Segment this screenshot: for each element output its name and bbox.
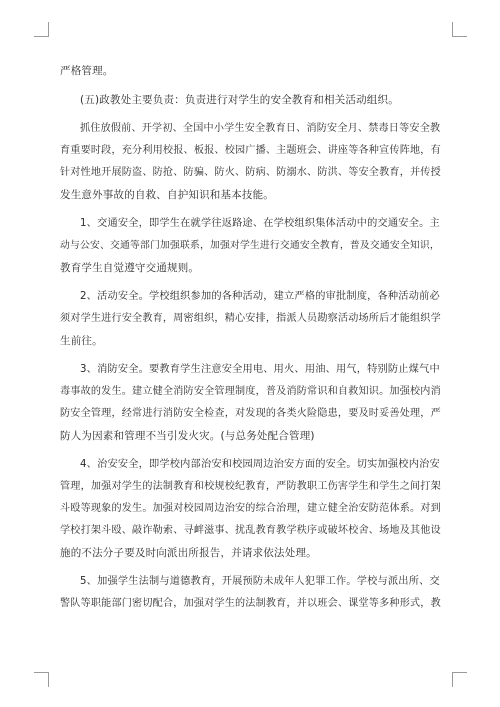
text-line: 育重要时段，充分利用校报、板报、校园广播、主题班会、讲座等各种宣传阵地，有 — [60, 145, 441, 156]
crop-mark-bottom-left — [34, 672, 49, 687]
text-line: 针对性地开展防盗、防抢、防骗、防火、防病、防溺水、防洪、等安全教育，并传授 — [60, 167, 441, 178]
text-line: 防安全管理，经常进行消防安全检查，对发现的各类火险隐患，要及时妥善处理，严 — [60, 408, 441, 419]
text-line: 警队等职能部门密切配合，加强对学生的法制教育，并以班会、课堂等多种形式，教 — [60, 598, 441, 609]
text-line: (五)政教处主要负责：负责进行对学生的安全教育和相关活动组织。 — [80, 94, 399, 106]
text-line: 毒事故的发生。建立健全消防安全管理制度，普及消防常识和自救知识。加强校内消 — [60, 386, 441, 397]
text-line: 5、加强学生法制与道德教育，开展预防未成年人犯罪工作。学校与派出所、交 — [80, 576, 440, 587]
text-line: 发生意外事故的自救、自护知识和基本技能。 — [60, 189, 274, 201]
crop-mark-top-right — [452, 22, 467, 37]
text-line: 斗殴等现象的发生。加强对校园周边治安的综合治理，建立健全治安防范体系。对到 — [60, 503, 441, 514]
text-line: 3、消防安全。要教育学生注意安全用电、用火、用油、用气，特别防止煤气中 — [80, 364, 440, 375]
text-line: 须对学生进行安全教育，周密组织，精心安排，指派人员勘察活动场所后才能组织学 — [60, 313, 441, 324]
text-line: 4、治安安全，即学校内部治安和校园周边治安方面的安全。切实加强校内治安 — [80, 459, 440, 470]
text-line: 管理，加强对学生的法制教育和校规校纪教育，严防教职工伤害学生和学生之间打架 — [60, 481, 441, 492]
text-line: 学校打架斗殴、敲诈勒索、寻衅滋事、扰乱教育教学秩序或破坏校舍、场地及其他设 — [60, 525, 441, 536]
text-line: 严格管理。 — [60, 65, 114, 77]
text-line: 动与公安、交通等部门加强联系，加强对学生进行交通安全教育，普及交通安全知识， — [60, 240, 440, 251]
text-line: 施的不法分子要及时向派出所报告，并请求依法处理。 — [60, 547, 317, 559]
text-line: 生前往。 — [60, 335, 103, 347]
text-line: 防人为因素和管理不当引发火灾。(与总务处配合管理) — [60, 430, 315, 442]
crop-mark-top-left — [34, 22, 49, 37]
text-line: 教育学生自觉遵守交通规则。 — [60, 262, 200, 274]
crop-mark-bottom-right — [452, 672, 467, 687]
text-line: 1、交通安全，即学生在就学往返路途、在学校组织集体活动中的交通安全。主 — [80, 218, 440, 229]
text-line: 2、活动安全。学校组织参加的各种活动，建立严格的审批制度，各种活动前必 — [80, 291, 440, 302]
text-line: 抓住放假前、开学初、全国中小学生安全教育日、消防安全月、禁毒日等安全教 — [80, 123, 441, 134]
